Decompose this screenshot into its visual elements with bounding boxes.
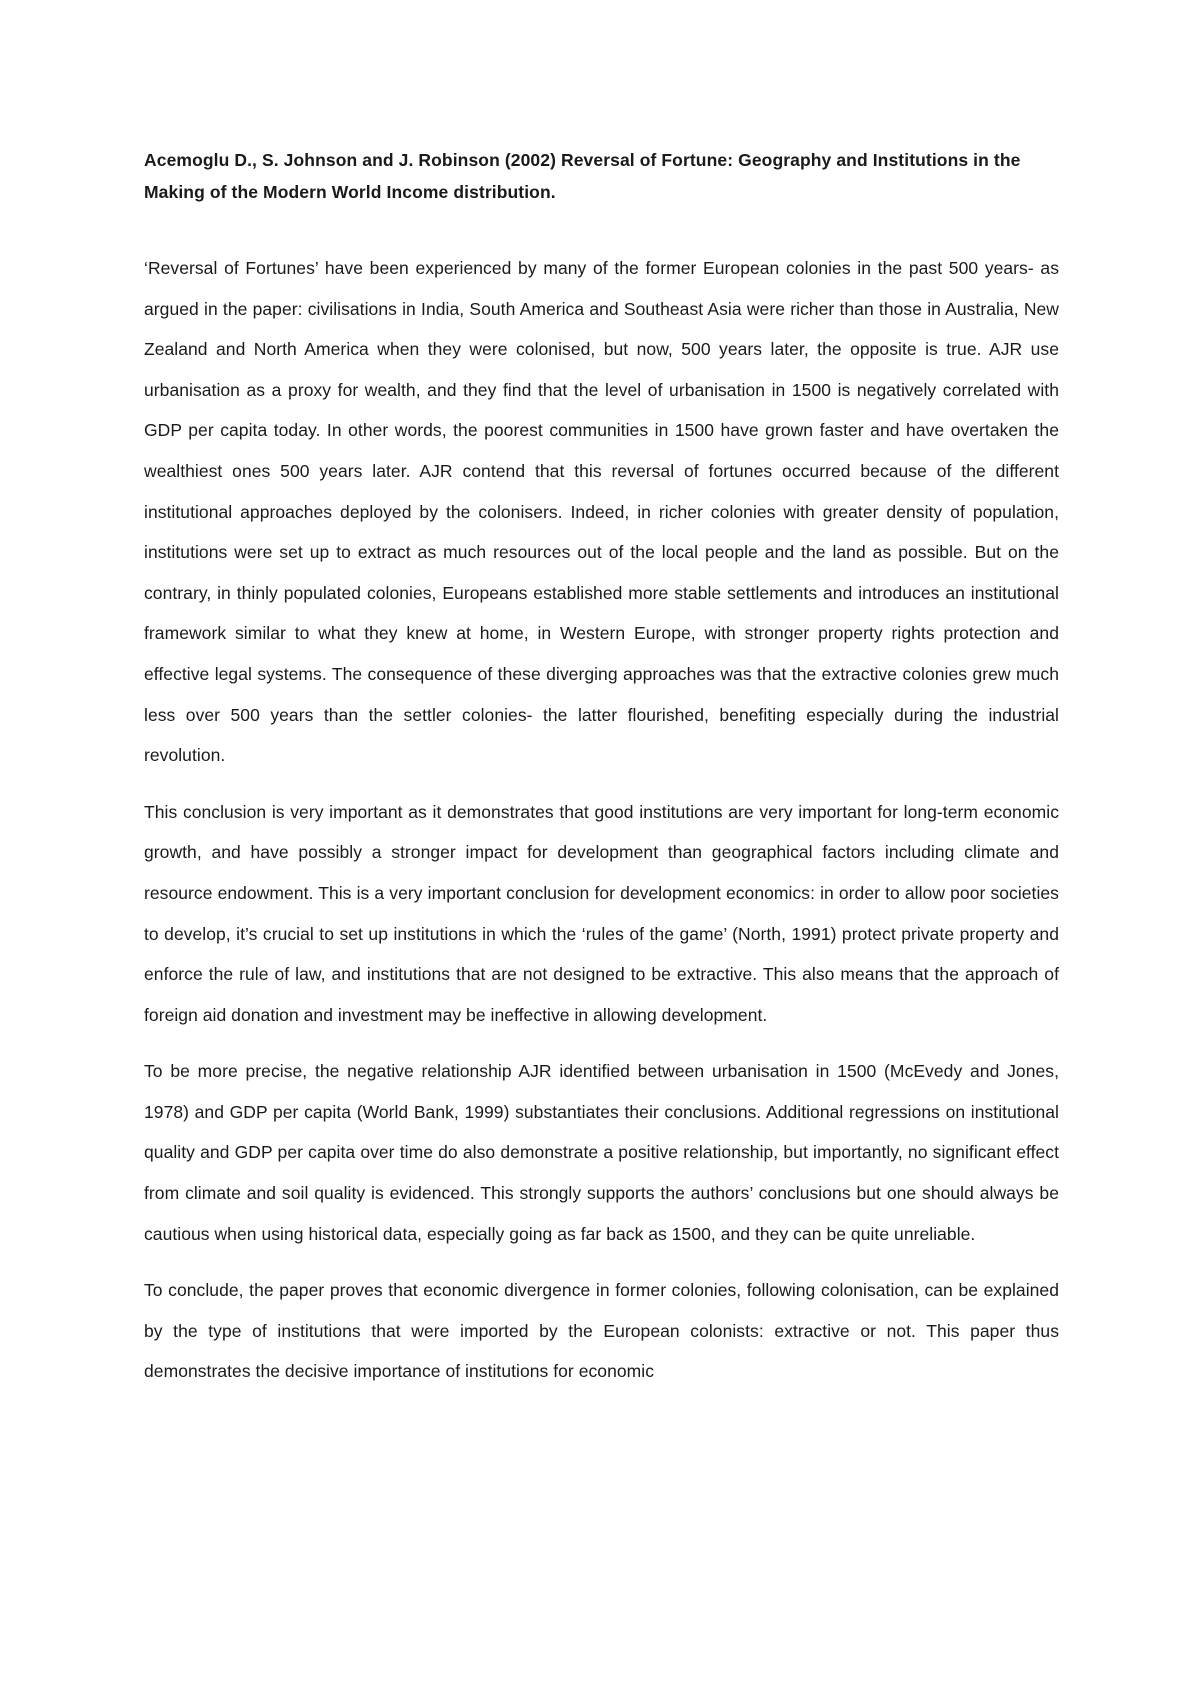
paragraph-to-conclude: To conclude, the paper proves that economic divergence in former colonies, following colonisation, can be explained by the type of institutions that were imported by the European colonists: extractive or not. This paper thus demonstrates the decisive importance of institutions for economic — [144, 1280, 1059, 1382]
paragraph-evidence: To be more precise, the negative relationship AJR identified between urbanisation in 1500 (McEvedy and Jones, 1978) and GDP per capita (World Bank, 1999) substantiates their conclusions. Additional regressions on institutional quality and GDP per capita over time do also demonstrate a positive relationship, but importantly, no significant effect from climate and soil quality is evidenced. This strongly supports the authors’ conclusions but one should always be cautious when using historical data, especially going as far back as 1500, and they can be quite unreliable. — [144, 1061, 1059, 1244]
paragraph-conclusion-importance: This conclusion is very important as it demonstrates that good institutions are very important for long-term economic growth, and have possibly a stronger impact for development than geographical factors including climate and resource endowment. This is a very important conclusion for development economics: in order to allow poor societies to develop, it’s crucial to set up institutions in which the ‘rules of the game’ (North, 1991) protect private property and enforce the rule of law, and institutions that are not designed to be extractive. This also means that the approach of foreign aid donation and investment may be ineffective in allowing development. — [144, 801, 1059, 1025]
document-title: Acemoglu D., S. Johnson and J. Robinson (2002) Reversal of Fortune: Geography and Institutions in the Making of the Modern World Income distribution. — [144, 150, 1021, 202]
paragraph-reversal-of-fortunes: ‘Reversal of Fortunes’ have been experienced by many of the former European colonies in the past 500 years- as argued in the paper: civilisations in India, South America and Southeast Asia were richer than those in Australia, New Zealand and North America when they were colonised, but now, 500 years later, the opposite is true. AJR use urbanisation as a proxy for wealth, and they find that the level of urbanisation in 1500 is negatively correlated with GDP per capita today. In other words, the poorest communities in 1500 have grown faster and have overtaken the wealthiest ones 500 years later. AJR contend that this reversal of fortunes occurred because of the different institutional approaches deployed by the colonisers. Indeed, in richer colonies with greater density of population, institutions were set up to extract as much resources out of the local people and the land as possible. But on the contrary, in thinly populated colonies, Europeans established more stable settlements and introduces an institutional framework similar to what they knew at home, in Western Europe, with stronger property rights protection and effective legal systems. The consequence of these diverging approaches was that the extractive colonies grew much less over 500 years than the settler colonies- the latter flourished, benefiting especially during the industrial revolution. — [144, 258, 1059, 766]
